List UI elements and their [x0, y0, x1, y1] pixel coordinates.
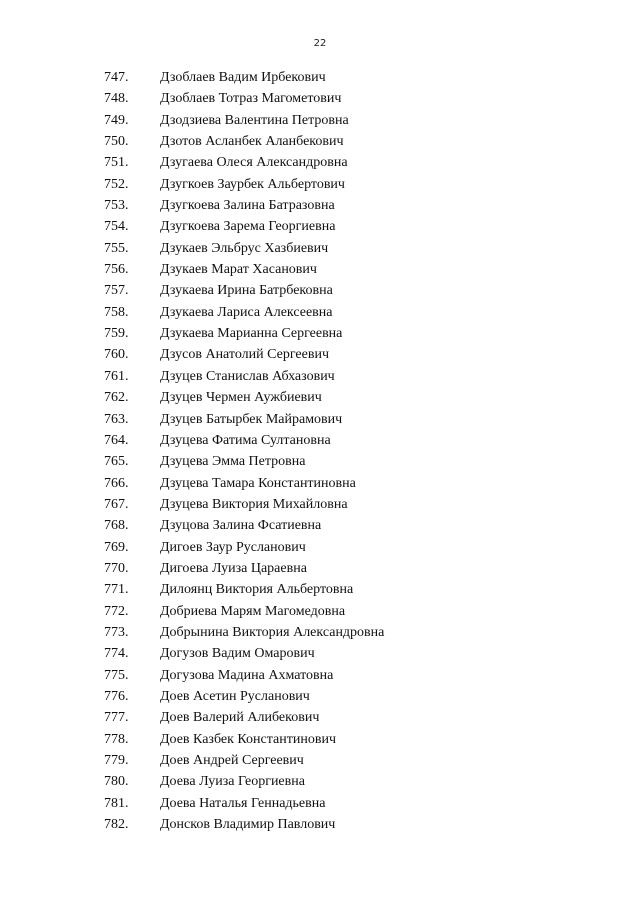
list-item [0, 366, 640, 387]
entry-number: 750. [104, 134, 129, 150]
page-number: 22 [313, 38, 327, 49]
entry-name: Дзуцова Залина Фсатиевна [160, 518, 322, 534]
list-item [0, 515, 640, 536]
list-item [0, 750, 640, 771]
entry-number: 777. [104, 710, 129, 726]
list-item [0, 643, 640, 664]
entry-number: 762. [104, 390, 129, 406]
list-item [0, 152, 640, 173]
entry-number: 768. [104, 518, 129, 534]
list-item [0, 473, 640, 494]
entry-number: 780. [104, 774, 129, 790]
list-item [0, 216, 640, 237]
entry-number: 751. [104, 155, 129, 171]
entry-name: Дзуцев Батырбек Майрамович [160, 411, 343, 427]
entry-name: Дзотов Асланбек Аланбекович [160, 134, 344, 150]
entry-number: 756. [104, 262, 129, 278]
entry-name: Доев Казбек Константинович [160, 731, 336, 747]
list-item [0, 302, 640, 323]
entry-name: Дигоева Луиза Цараевна [160, 560, 307, 576]
entry-name: Доева Наталья Геннадьевна [160, 795, 326, 811]
entry-number: 752. [104, 176, 129, 192]
list-item [0, 579, 640, 600]
entry-number: 767. [104, 496, 129, 512]
entry-name: Догузов Вадим Омарович [160, 646, 315, 662]
entry-name: Дзоблаев Тотраз Магометович [160, 91, 342, 107]
entry-number: 760. [104, 347, 129, 363]
entry-name: Дзодзиева Валентина Петровна [160, 112, 349, 128]
list-item [0, 323, 640, 344]
entry-number: 773. [104, 624, 129, 640]
entry-name: Дигоев Заур Русланович [160, 539, 306, 555]
entry-number: 772. [104, 603, 129, 619]
list-item [0, 409, 640, 430]
list-item [0, 729, 640, 750]
entry-number: 778. [104, 731, 129, 747]
list-item [0, 537, 640, 558]
entry-number: 765. [104, 454, 129, 470]
entry-name: Дзуцева Тамара Константиновна [160, 475, 356, 491]
entry-number: 759. [104, 326, 129, 342]
entry-name: Дзусов Анатолий Сергеевич [160, 347, 329, 363]
list-item [0, 814, 640, 835]
entry-number: 782. [104, 817, 129, 833]
list-item [0, 558, 640, 579]
entry-number: 755. [104, 240, 129, 256]
entry-number: 748. [104, 91, 129, 107]
entry-name: Дзукаева Ирина Батрбековна [160, 283, 333, 299]
list-item [0, 280, 640, 301]
entry-name: Дилоянц Виктория Альбертовна [160, 582, 354, 598]
list-item [0, 67, 640, 88]
entry-name: Дзукаев Марат Хасанович [160, 262, 317, 278]
entry-name: Дзугкоева Зарема Георгиевна [160, 219, 336, 235]
entry-name: Дзуцев Чермен Аужбиевич [160, 390, 322, 406]
entry-name: Добриева Марям Магомедовна [160, 603, 346, 619]
list-item [0, 88, 640, 109]
entry-name: Дзугкоева Залина Батразовна [160, 198, 335, 214]
entry-number: 754. [104, 219, 129, 235]
entry-name: Дзукаев Эльбрус Хазбиевич [160, 240, 329, 256]
entry-number: 779. [104, 753, 129, 768]
entry-number: 764. [104, 432, 129, 448]
entry-number: 749. [104, 112, 129, 128]
entry-number: 769. [104, 539, 129, 555]
list-item [0, 387, 640, 408]
entry-name: Дзукаева Марианна Сергеевна [160, 326, 343, 342]
entry-number: 763. [104, 411, 129, 427]
entry-number: 771. [104, 582, 129, 598]
entry-name: Дзукаева Лариса Алексеевна [160, 304, 333, 320]
entry-name: Доев Андрей Сергеевич [160, 753, 304, 768]
list-item [0, 344, 640, 365]
entry-name: Дзуцева Фатима Султановна [160, 432, 331, 448]
entry-name: Дзугаева Олеся Александровна [160, 155, 348, 171]
entry-name: Дзугкоев Заурбек Альбертович [160, 176, 345, 192]
entry-number: 747. [104, 70, 129, 85]
entry-number: 781. [104, 795, 129, 811]
list-item [0, 131, 640, 152]
entry-number: 774. [104, 646, 129, 662]
entry-name: Донсков Владимир Павлович [160, 817, 336, 833]
list-item [0, 494, 640, 515]
entry-name: Дзуцев Станислав Абхазович [160, 368, 335, 384]
entry-name: Доев Асетин Русланович [160, 688, 310, 704]
entry-name: Добрынина Виктория Александровна [160, 624, 385, 640]
entry-name: Дзуцева Виктория Михайловна [160, 496, 348, 512]
entry-number: 766. [104, 475, 129, 491]
entry-number: 757. [104, 283, 129, 299]
list-item [0, 601, 640, 622]
entry-number: 761. [104, 368, 129, 384]
entry-name: Доев Валерий Алибекович [160, 710, 320, 726]
entry-number: 753. [104, 198, 129, 214]
entry-name: Догузова Мадина Ахматовна [160, 667, 334, 683]
list-item [0, 686, 640, 707]
entry-number: 758. [104, 304, 129, 320]
list-item [0, 238, 640, 259]
entry-number: 776. [104, 688, 129, 704]
entry-name: Дзоблаев Вадим Ирбекович [160, 70, 326, 85]
entry-name: Дзуцева Эмма Петровна [160, 454, 306, 470]
list-item [0, 665, 640, 686]
list-item [0, 707, 640, 728]
name-list [0, 67, 640, 835]
list-item [0, 430, 640, 451]
list-item [0, 195, 640, 216]
list-item [0, 771, 640, 792]
entry-number: 775. [104, 667, 129, 683]
list-item [0, 451, 640, 472]
list-item [0, 259, 640, 280]
entry-name: Доева Луиза Георгиевна [160, 774, 305, 790]
list-item [0, 793, 640, 814]
list-item [0, 174, 640, 195]
list-item [0, 622, 640, 643]
list-item [0, 110, 640, 131]
entry-number: 770. [104, 560, 129, 576]
